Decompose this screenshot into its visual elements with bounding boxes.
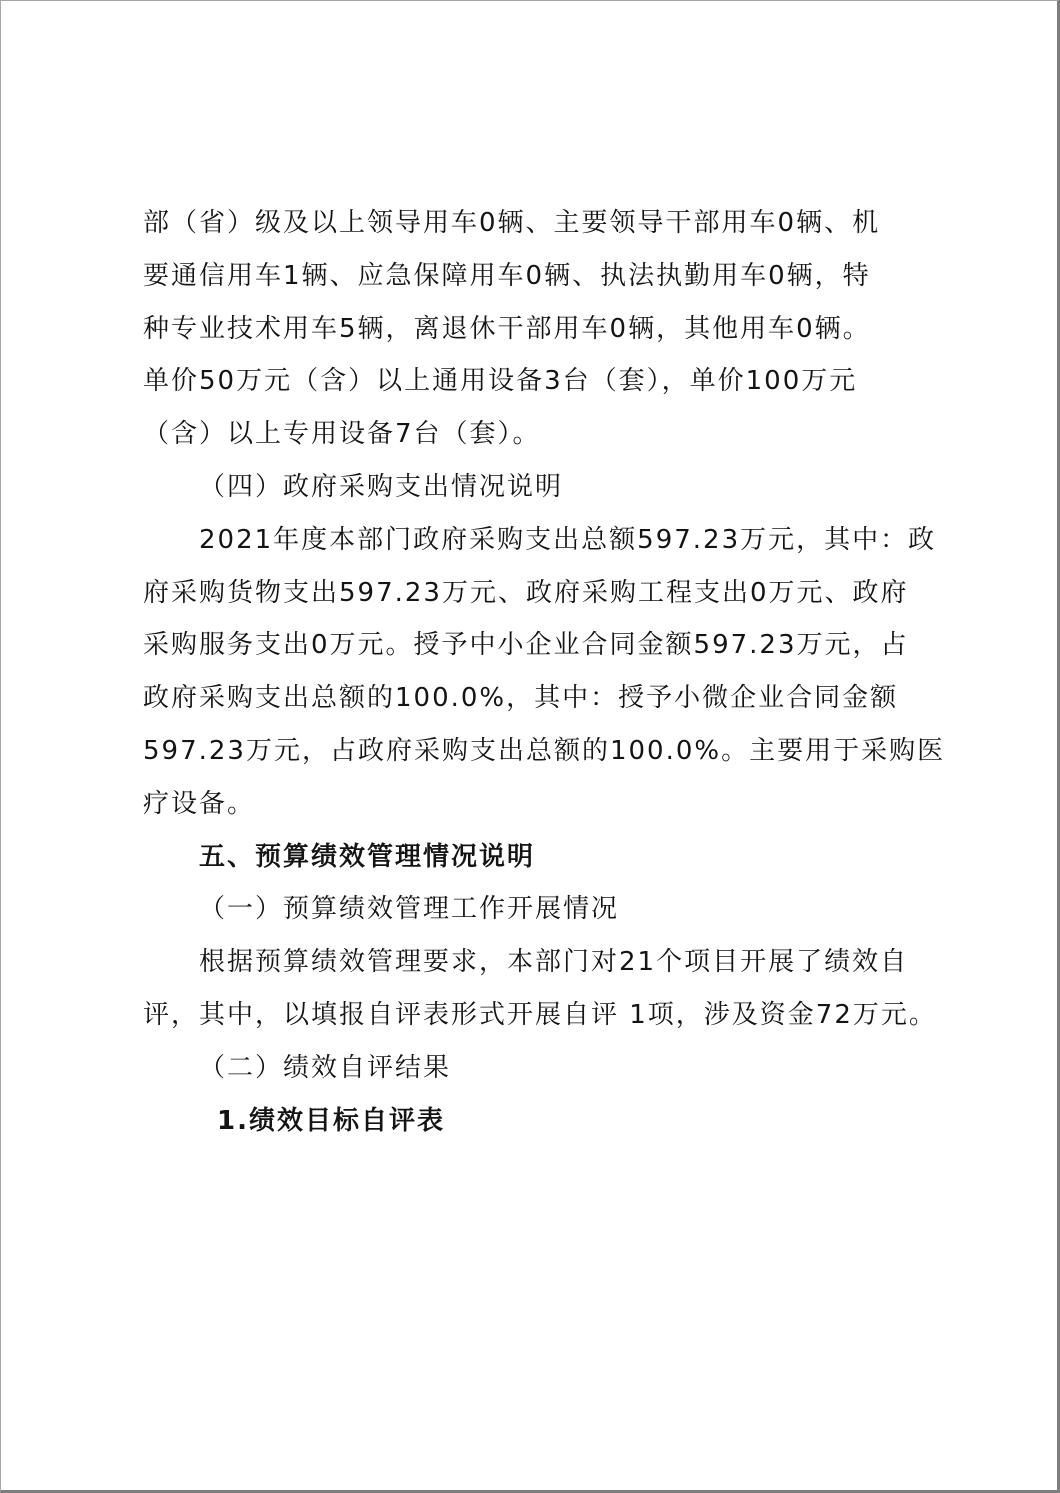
paragraph-procurement (143, 514, 1003, 831)
text-line: 2021年度本部门政府采购支出总额597.23万元，其中：政 (199, 524, 937, 555)
subheading-self-evaluation: （二）绩效自评结果 (199, 1052, 452, 1083)
text-line: 部（省）级及以上领导用车0辆、主要领导干部用车0辆、机 (143, 208, 881, 238)
section-heading-performance: 五、预算绩效管理情况说明 (199, 841, 536, 872)
document-body (143, 197, 1003, 1147)
text-line: （含）以上专用设备7台（套）。 (143, 419, 541, 450)
text-line: 疗设备。 (143, 788, 256, 819)
text-line: 单价50万元（含）以上通用设备3台（套），单价100万元 (143, 366, 858, 397)
text-line: 种专业技术用车5辆，离退休干部用车0辆，其他用车0辆。 (143, 313, 871, 344)
paragraph-vehicles-equipment (143, 197, 1003, 461)
subheading-procurement: （四）政府采购支出情况说明 (199, 471, 564, 502)
text-line: 根据预算绩效管理要求，本部门对21个项目开展了绩效自 (199, 947, 909, 978)
text-line: 597.23万元，占政府采购支出总额的100.0%。主要用于采购医 (143, 735, 946, 766)
text-line: 政府采购支出总额的100.0%，其中：授予小微企业合同金额 (143, 683, 899, 714)
text-line: 府采购货物支出597.23万元、政府采购工程支出0万元、政府 (143, 577, 909, 608)
text-line: 采购服务支出0万元。授予中小企业合同金额597.23万元，占 (143, 630, 909, 661)
text-line: 评，其中，以填报自评表形式开展自评 1项，涉及资金72万元。 (143, 999, 937, 1030)
item-heading-goal-table: 1.绩效目标自评表 (217, 1105, 445, 1136)
text-line: 要通信用车1辆、应急保障用车0辆、执法执勤用车0辆，特 (143, 260, 871, 291)
paragraph-performance (143, 936, 1003, 1042)
subheading-performance-work: （一）预算绩效管理工作开展情况 (199, 894, 620, 925)
